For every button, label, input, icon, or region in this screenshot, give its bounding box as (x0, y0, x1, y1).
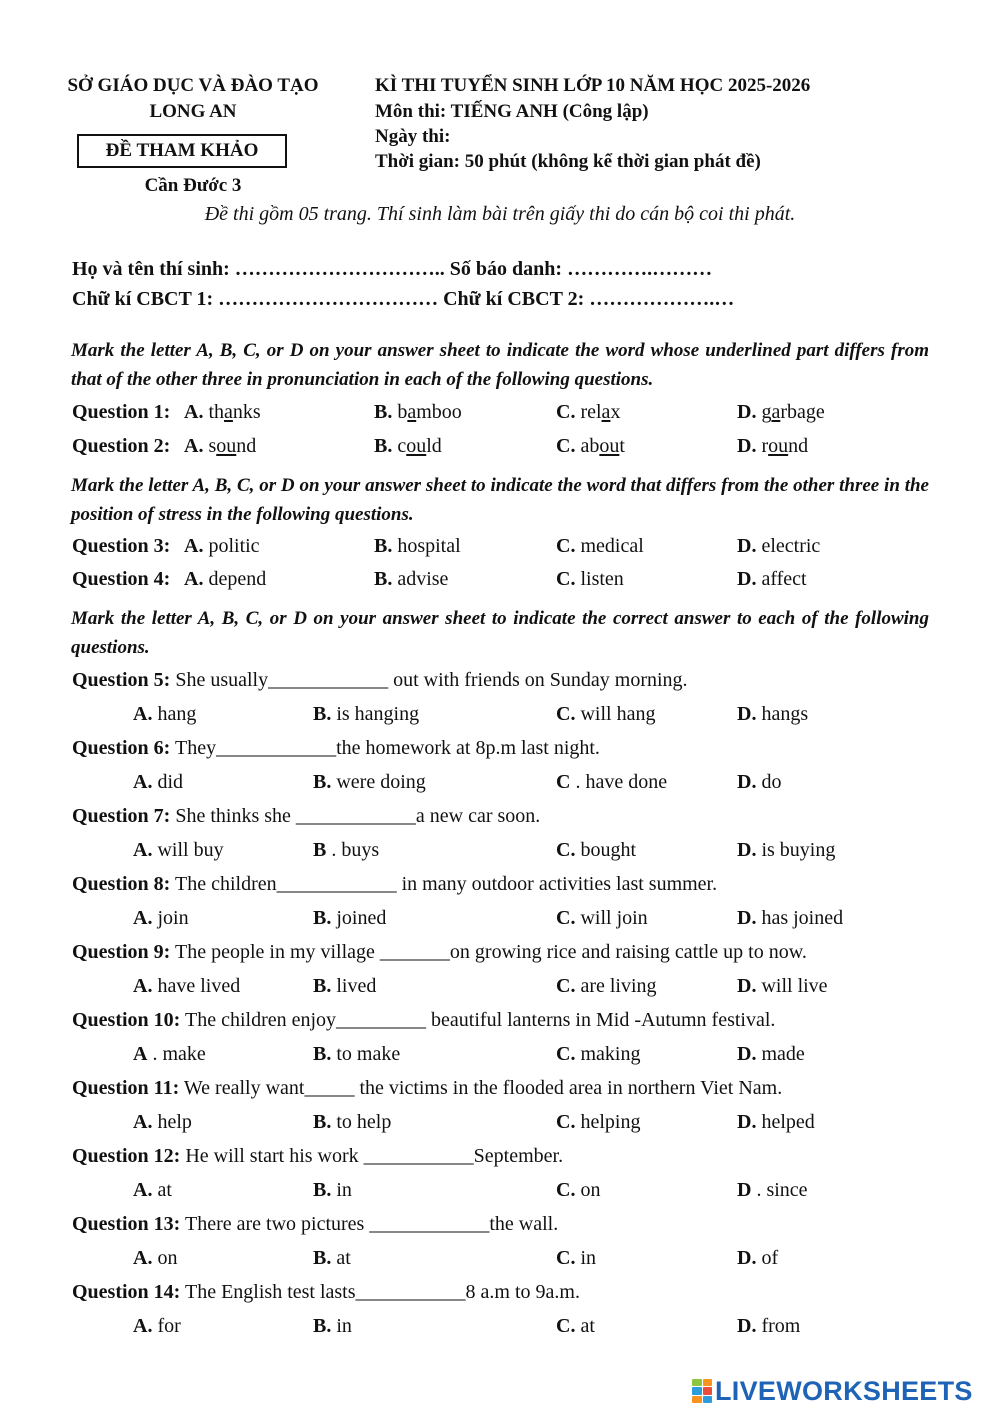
option-c: C. helping (556, 1111, 641, 1133)
question-8-options (0, 907, 1000, 931)
question-14-options (0, 1315, 1000, 1339)
exam-duration: Thời gian: 50 phút (không kể thời gian phát đề) (375, 151, 761, 172)
question-7-options (0, 839, 1000, 863)
question-label: Question 1: (72, 401, 171, 423)
option-d: D. of (737, 1247, 779, 1269)
question-12-stem: Question 12: He will start his work ___________September. (72, 1145, 564, 1167)
option-a: A. depend (184, 568, 267, 590)
exam-subject: Môn thi: TIẾNG ANH (Công lập) (375, 101, 649, 122)
option-a: A. for (133, 1315, 181, 1337)
option-b: B . buys (313, 839, 380, 861)
option-c: C. in (556, 1247, 597, 1269)
option-d: D. do (737, 771, 782, 793)
exam-note: Đề thi gồm 05 trang. Thí sinh làm bài trên giấy thi do cán bộ coi thi phát. (204, 203, 796, 225)
option-c: C. will hang (556, 703, 656, 725)
option-d: D. garbage (737, 401, 825, 423)
option-b: B. could (374, 435, 442, 457)
option-a: A. will buy (133, 839, 224, 861)
option-b: B. were doing (313, 771, 426, 793)
option-b: B. to make (313, 1043, 401, 1065)
question-11-stem: Question 11: We really want_____ the victims in the flooded area in northern Viet Nam. (72, 1077, 783, 1099)
question-3 (0, 535, 1000, 559)
question-label: Question 2: (72, 435, 171, 457)
question-13-options (0, 1247, 1000, 1271)
question-9-options (0, 975, 1000, 999)
question-label: Question 3: (72, 535, 171, 557)
option-d: D. helped (737, 1111, 815, 1133)
question-5-options (0, 703, 1000, 727)
exam-title: KÌ THI TUYỂN SINH LỚP 10 NĂM HỌC 2025-2026 (375, 75, 811, 96)
option-b: B. in (313, 1179, 352, 1201)
question-7-stem: Question 7: She thinks she ____________a new car soon. (72, 805, 541, 827)
question-10-options (0, 1043, 1000, 1067)
question-11-options (0, 1111, 1000, 1135)
option-a: A. politic (184, 535, 260, 557)
question-10-stem: Question 10: The children enjoy_________ beautiful lanterns in Mid -Autumn festival. (72, 1009, 776, 1031)
question-label: Question 4: (72, 568, 171, 590)
option-d: D. from (737, 1315, 801, 1337)
brand-name: LIVEWORKSHEETS (715, 1375, 973, 1406)
question-5-stem: Question 5: She usually____________ out with friends on Sunday morning. (72, 669, 688, 691)
option-c: C. on (556, 1179, 601, 1201)
option-d: D. affect (737, 568, 807, 590)
question-8-stem: Question 8: The children____________ in many outdoor activities last summer. (72, 873, 718, 895)
option-a: A. sound (184, 435, 257, 457)
question-14-stem: Question 14: The English test lasts___________8 a.m to 9a.m. (72, 1281, 580, 1303)
option-c: C. at (556, 1315, 595, 1337)
candidate-name-line: Họ và tên thí sinh: ………………………….. Số báo danh: ………….……… (72, 258, 713, 280)
option-b: B. is hanging (313, 703, 420, 725)
question-9-stem: Question 9: The people in my village _______on growing rice and raising cattle up to now. (72, 941, 807, 963)
option-b: B. to help (313, 1111, 392, 1133)
question-1 (0, 401, 1000, 425)
option-a: A. at (133, 1179, 172, 1201)
option-a: A . make (133, 1043, 206, 1065)
school-name: Cần Đước 3 (144, 175, 242, 196)
option-b: B. in (313, 1315, 352, 1337)
option-c: C . have done (556, 771, 668, 793)
option-d: D. has joined (737, 907, 844, 929)
option-d: D. round (737, 435, 809, 457)
option-a: A. on (133, 1247, 178, 1269)
department-name: SỞ GIÁO DỤC VÀ ĐÀO TẠO (67, 75, 319, 96)
question-4 (0, 568, 1000, 592)
instruction-stress: Mark the letter A, B, C, or D on your answer sheet to indicate the word that differs from the other three in the position of stress in the following questions. (71, 475, 929, 525)
option-d: D. hangs (737, 703, 809, 725)
instruction-correct-answer: Mark the letter A, B, C, or D on your answer sheet to indicate the correct answer to each of the following questions. (71, 608, 929, 658)
option-b: B. hospital (374, 535, 461, 557)
option-d: D. made (737, 1043, 805, 1065)
option-a: A. join (133, 907, 189, 929)
option-b: B. advise (374, 568, 449, 590)
option-b: B. joined (313, 907, 387, 929)
option-c: C. bought (556, 839, 637, 861)
question-6-stem: Question 6: They____________the homework at 8p.m last night. (72, 737, 600, 759)
option-c: C. are living (556, 975, 657, 997)
instruction-pronunciation: Mark the letter A, B, C, or D on your answer sheet to indicate the word whose underlined part differs from that of the other three in pronunciation in each of the following questions. (71, 340, 929, 390)
option-c: C. relax (556, 401, 621, 423)
option-d: D. will live (737, 975, 828, 997)
exam-date: Ngày thi: (375, 126, 451, 147)
option-c: C. about (556, 435, 625, 457)
proctor-signature-line: Chữ kí CBCT 1: …………………………… Chữ kí CBCT 2: ……………….… (72, 288, 735, 310)
option-d: D. is buying (737, 839, 836, 861)
option-a: A. thanks (184, 401, 261, 423)
province-name: LONG AN (149, 101, 237, 122)
option-d: D . since (737, 1179, 808, 1201)
option-b: B. at (313, 1247, 351, 1269)
option-b: B. bamboo (374, 401, 462, 423)
option-a: A. have lived (133, 975, 241, 997)
question-13-stem: Question 13: There are two pictures ____________the wall. (72, 1213, 559, 1235)
liveworksheets-logo (692, 1375, 973, 1406)
option-c: C. medical (556, 535, 644, 557)
option-b: B. lived (313, 975, 377, 997)
option-d: D. electric (737, 535, 821, 557)
option-a: A. did (133, 771, 184, 793)
option-c: C. making (556, 1043, 641, 1065)
option-a: A. hang (133, 703, 197, 725)
question-2 (0, 435, 1000, 459)
question-6-options (0, 771, 1000, 795)
question-12-options (0, 1179, 1000, 1203)
liveworksheets-logo-icon (692, 1379, 712, 1403)
reference-exam-box: ĐỀ THAM KHẢO (77, 134, 287, 168)
option-c: C. will join (556, 907, 648, 929)
option-c: C. listen (556, 568, 624, 590)
option-a: A. help (133, 1111, 192, 1133)
